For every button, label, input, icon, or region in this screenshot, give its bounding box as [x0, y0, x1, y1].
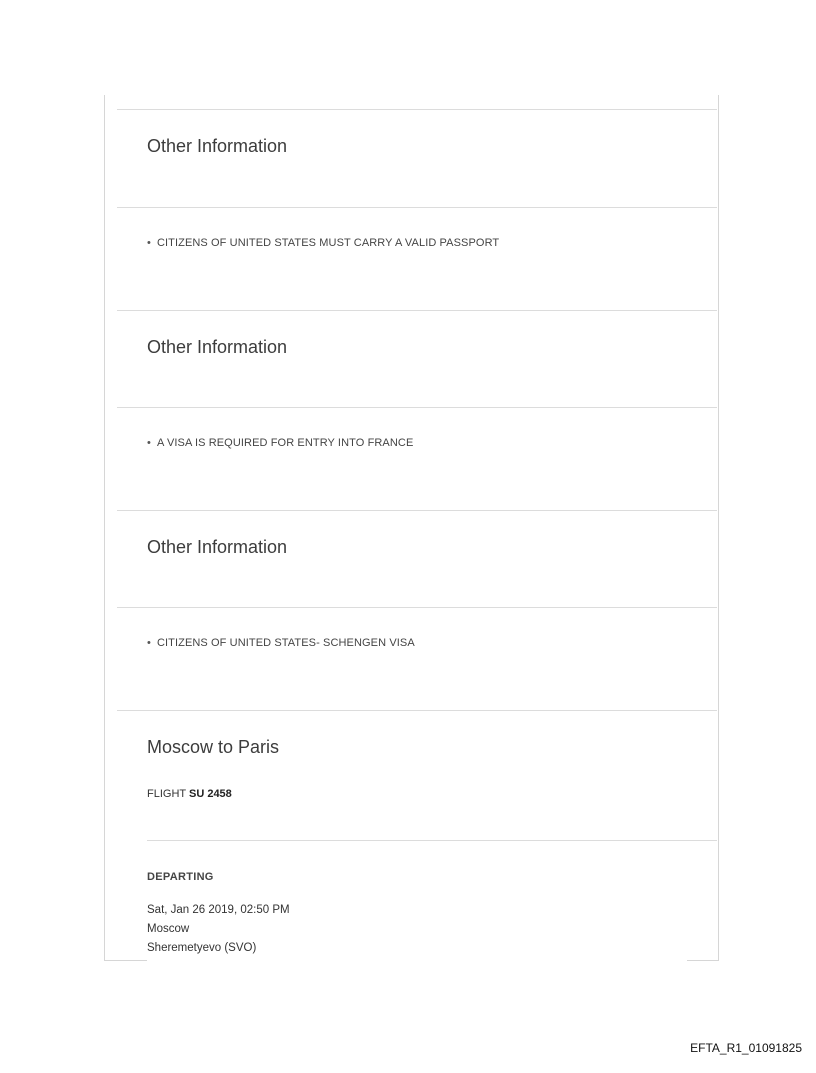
departure-airport: Sheremetyevo (SVO) [147, 942, 257, 954]
info-bullet-text: CITIZENS OF UNITED STATES- SCHENGEN VISA [156, 637, 415, 649]
info-bullet-item [147, 437, 413, 449]
section-title: Other Information [147, 537, 288, 557]
route-title: Moscow to Paris [147, 737, 280, 757]
flight-info [147, 788, 232, 800]
flight-label: FLIGHT [147, 788, 186, 800]
section-title: Other Information [147, 136, 288, 156]
itinerary-card [104, 95, 719, 961]
divider [117, 407, 717, 408]
divider [117, 310, 717, 311]
section-title: Other Information [147, 337, 288, 357]
divider [117, 710, 717, 711]
divider [117, 207, 717, 208]
divider [117, 510, 717, 511]
bullet-icon: • [147, 237, 151, 249]
info-bullet-text: A VISA IS REQUIRED FOR ENTRY INTO FRANCE [156, 437, 414, 449]
divider [147, 840, 717, 841]
bullet-icon: • [147, 637, 151, 649]
divider [117, 109, 717, 110]
info-bullet-item [147, 637, 415, 649]
bullet-icon: • [147, 437, 151, 449]
document-id: EFTA_R1_01091825 [690, 1041, 802, 1055]
info-bullet-text: CITIZENS OF UNITED STATES MUST CARRY A VALID PASSPORT [156, 237, 500, 249]
info-bullet-item [147, 237, 499, 249]
card-bottom-border-left [104, 960, 147, 961]
flight-number: SU 2458 [188, 788, 232, 800]
departure-datetime: Sat, Jan 26 2019, 02:50 PM [147, 904, 290, 916]
departure-city: Moscow [147, 923, 190, 935]
departing-label: DEPARTING [147, 871, 214, 883]
card-bottom-border-right [687, 960, 719, 961]
divider [117, 607, 717, 608]
